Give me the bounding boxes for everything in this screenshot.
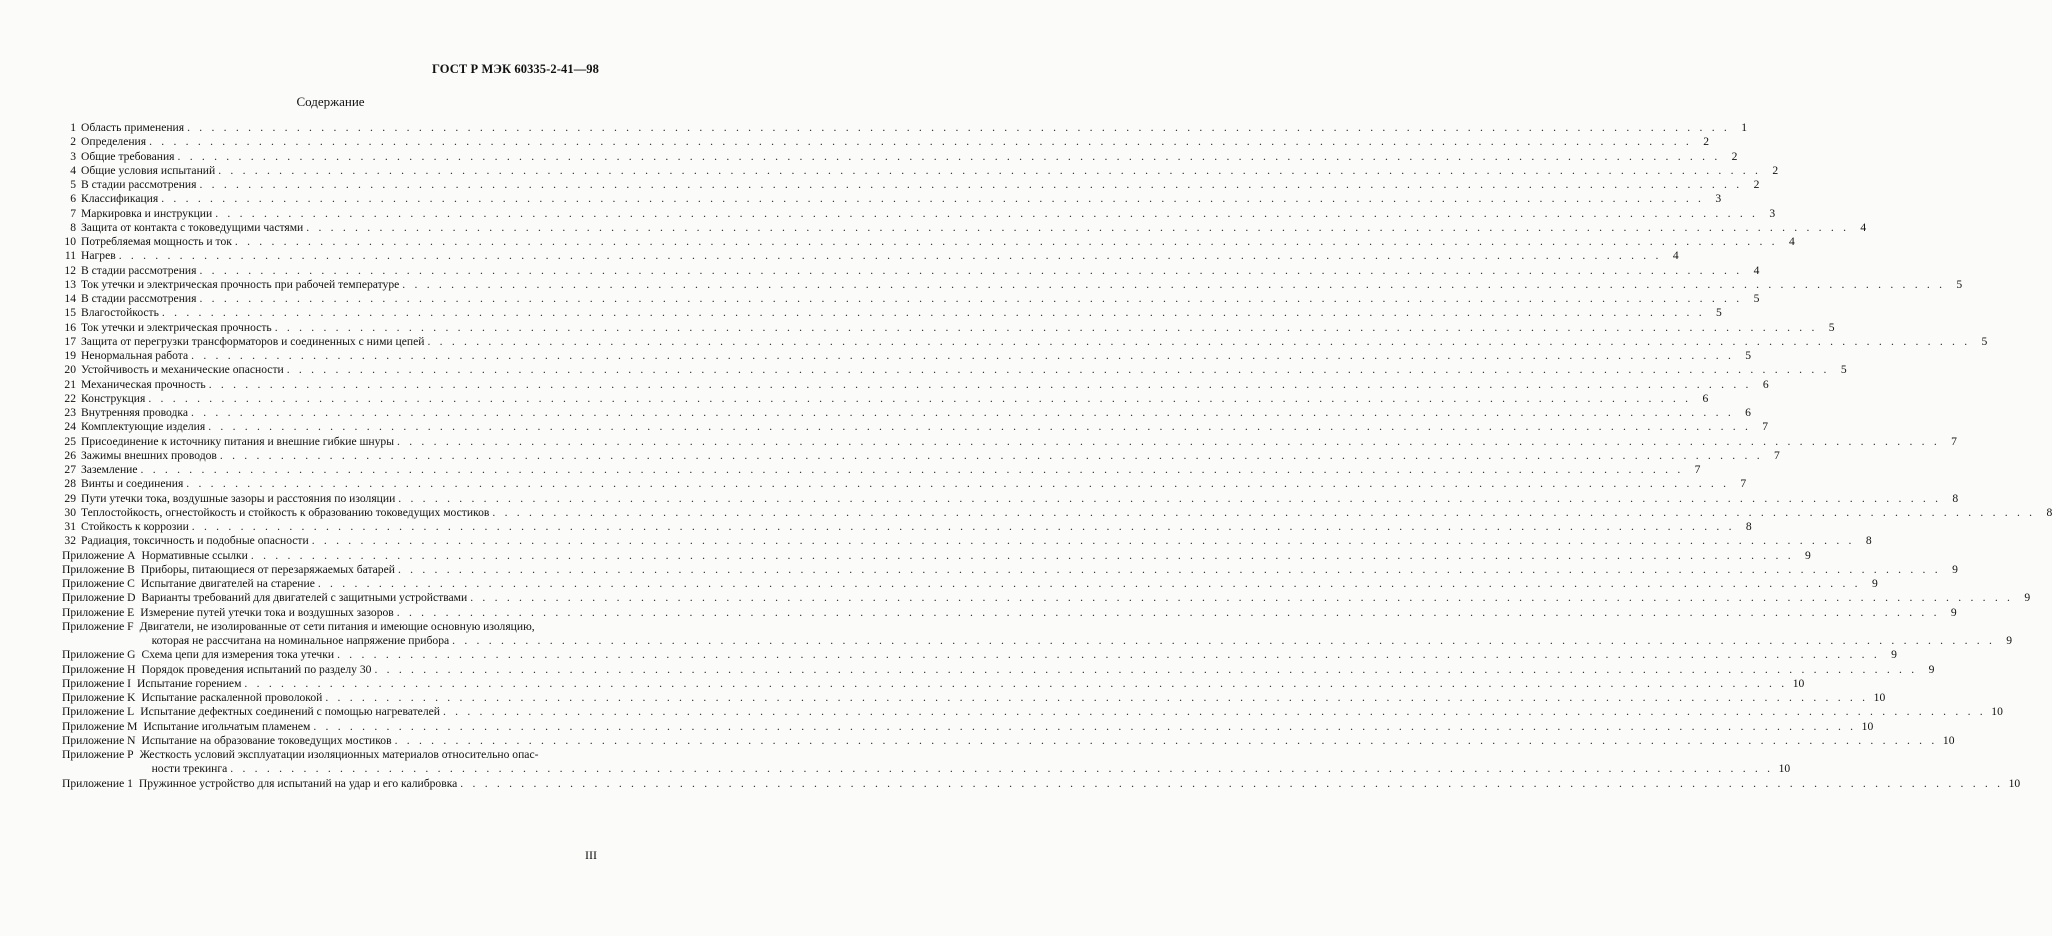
section-number: 4 — [70, 163, 76, 177]
dot-leader — [374, 663, 1917, 677]
section-page: 4 — [1788, 235, 1795, 248]
section-number: 30 — [64, 505, 76, 519]
toc-entry — [62, 520, 1752, 534]
dot-leader — [141, 463, 1684, 477]
appendix-prefix: Приложение L — [62, 705, 135, 719]
appendix-title: Варианты требований для двигателей с защитными устройствами — [141, 591, 468, 605]
appendix-title: Порядок проведения испытаний по разделу 30 — [141, 662, 372, 676]
dot-leader — [397, 606, 1940, 620]
document-header: ГОСТ Р МЭК 60335-2-41—98 — [432, 62, 599, 76]
appendix-title: Испытание раскаленной проволокой — [141, 691, 323, 704]
section-title: Заземление — [81, 463, 138, 476]
page-number: III — [585, 848, 597, 862]
toc-appendix-entry — [62, 748, 1791, 777]
dot-leader — [187, 121, 1730, 135]
dot-leader — [162, 306, 1705, 320]
section-number: 23 — [64, 406, 76, 419]
section-title: Защита от перегрузки трансформаторов и соединенных с ними цепей — [81, 334, 425, 348]
dot-leader — [395, 734, 1938, 748]
appendix-page: 10 — [2008, 776, 2021, 790]
section-number: 8 — [70, 220, 76, 234]
section-page: 7 — [1762, 420, 1769, 434]
section-number: 27 — [64, 463, 76, 476]
appendix-page: 9 — [1805, 548, 1811, 562]
toc-appendix-entry — [62, 548, 1811, 563]
appendix-prefix: Приложение A — [62, 548, 136, 562]
section-page: 8 — [2046, 505, 2052, 519]
toc-entry — [62, 206, 1776, 221]
section-number: 28 — [64, 477, 76, 491]
section-number: 16 — [64, 320, 76, 334]
section-title: Теплостойкость, огнестойкость и стойкость к образованию токоведущих мостиков — [81, 505, 490, 519]
section-title: Влагостойкость — [81, 306, 159, 320]
section-title: Присоединение к источнику питания и внешние гибкие шнуры — [81, 434, 395, 448]
section-page: 5 — [1840, 363, 1847, 377]
toc-entry — [62, 420, 1769, 434]
dot-leader — [244, 677, 1787, 691]
appendix-prefix: Приложение P — [62, 748, 134, 761]
section-number: 15 — [64, 306, 76, 320]
toc-entry — [62, 491, 1959, 506]
section-number: 7 — [70, 206, 76, 220]
appendix-title: Испытание дефектных соединений с помощью нагревателей — [140, 705, 440, 719]
section-number: 32 — [64, 534, 76, 548]
toc-appendix-entry — [62, 691, 1886, 705]
section-number: 13 — [64, 277, 76, 291]
toc-entry — [62, 263, 1760, 278]
dot-leader — [208, 420, 1751, 434]
dot-leader — [199, 292, 1742, 306]
dot-leader — [148, 392, 1691, 406]
toc-appendix-entry — [62, 577, 1878, 591]
dot-leader — [235, 235, 1778, 249]
dot-leader — [191, 406, 1734, 420]
appendix-page: 10 — [1942, 733, 1955, 747]
appendix-page: 9 — [1928, 662, 1935, 676]
toc-entry — [62, 477, 1747, 491]
appendix-title: Испытание игольчатым пламенем — [143, 719, 311, 733]
section-page: 8 — [1952, 491, 1959, 505]
section-title: Ток утечки и электрическая прочность при рабочей температуре — [81, 277, 400, 291]
appendix-title-continued: ности трекинга — [151, 762, 228, 776]
appendix-prefix: Приложение B — [62, 562, 135, 576]
section-page: 8 — [1865, 534, 1872, 548]
toc-appendix-entry — [62, 733, 1955, 748]
dot-leader — [312, 534, 1855, 548]
appendix-prefix: Приложение M — [62, 719, 138, 733]
appendix-page: 10 — [1873, 691, 1886, 704]
section-page: 7 — [1740, 477, 1747, 491]
section-title: Маркировка и инструкции — [81, 206, 213, 220]
section-page: 7 — [1951, 434, 1957, 448]
appendix-prefix: Приложение E — [62, 605, 135, 619]
appendix-prefix: Приложение K — [62, 691, 136, 704]
section-number: 6 — [70, 192, 76, 206]
dot-leader — [218, 164, 1761, 178]
dot-leader — [287, 363, 1830, 377]
section-page: 4 — [1860, 220, 1867, 234]
appendix-prefix: Приложение N — [62, 733, 136, 747]
section-number: 22 — [64, 391, 76, 405]
section-page: 5 — [1753, 292, 1760, 305]
appendix-title: Испытание на образование токоведущих мостиков — [141, 733, 392, 747]
section-number: 25 — [64, 434, 76, 448]
section-page: 2 — [1772, 163, 1779, 177]
appendix-title: Испытание горением — [137, 676, 242, 690]
section-title: Комплектующие изделия — [81, 420, 206, 434]
section-title: Общие требования — [81, 149, 175, 163]
toc-entry — [62, 406, 1751, 420]
appendix-title: Испытание двигателей на старение — [140, 577, 315, 590]
appendix-prefix: Приложение H — [62, 662, 136, 676]
section-title: В стадии рассмотрения — [81, 292, 197, 305]
dot-leader — [161, 192, 1704, 206]
appendix-page: 10 — [1778, 762, 1791, 776]
section-page: 3 — [1769, 206, 1776, 220]
toc-entry — [62, 534, 1872, 548]
section-number: 17 — [64, 334, 76, 348]
dot-leader — [306, 221, 1849, 235]
dot-leader — [199, 264, 1742, 278]
toc-entry — [62, 292, 1760, 306]
appendix-prefix: Приложение I — [62, 676, 131, 690]
toc-appendix-entry — [62, 662, 1935, 677]
section-title: Радиация, токсичность и подобные опасности — [81, 534, 309, 548]
table-of-contents — [62, 121, 2052, 791]
toc-appendix-entry — [62, 619, 2013, 649]
toc-appendix-entry — [62, 591, 2031, 605]
toc-entry — [62, 220, 1867, 235]
toc-entry — [62, 306, 1722, 320]
dot-leader — [186, 477, 1729, 491]
section-title: Зажимы внешних проводов — [81, 448, 217, 462]
section-page: 6 — [1745, 406, 1751, 419]
section-number: 2 — [70, 135, 76, 149]
section-number: 26 — [64, 448, 76, 462]
section-title: Ток утечки и электрическая прочность — [81, 320, 272, 334]
toc-entry — [62, 363, 1847, 377]
appendix-page: 10 — [1861, 719, 1874, 733]
section-page: 8 — [1745, 520, 1752, 533]
section-number: 24 — [64, 420, 76, 434]
page-title: Содержание — [296, 94, 365, 109]
dot-leader — [220, 449, 1763, 463]
dot-leader — [178, 150, 1721, 164]
toc-entry — [62, 178, 1760, 192]
section-number: 29 — [64, 491, 76, 505]
dot-leader — [318, 577, 1861, 591]
section-title: Устойчивость и механические опасности — [81, 363, 284, 377]
dot-leader — [313, 720, 1856, 734]
appendix-title: Жесткость условий эксплуатации изоляционных материалов относительно опас- — [139, 748, 539, 761]
toc-entry — [62, 448, 1780, 463]
toc-appendix-entry — [62, 705, 2003, 719]
dot-leader — [397, 435, 1940, 449]
appendix-prefix: Приложение D — [62, 591, 136, 605]
toc-entry — [62, 163, 1779, 178]
section-number: 3 — [70, 149, 76, 163]
section-title: Общие условия испытаний — [81, 163, 216, 177]
toc-entry — [62, 349, 1752, 363]
toc-entry — [62, 434, 1957, 449]
dot-leader — [209, 378, 1752, 392]
toc-appendix-entry — [62, 605, 1957, 620]
section-number: 1 — [70, 121, 76, 134]
dot-leader — [398, 563, 1941, 577]
section-title: Область применения — [81, 121, 185, 134]
section-page: 2 — [1703, 135, 1709, 149]
appendix-title-continued: которая не рассчитана на номинальное напряжение прибора — [151, 634, 450, 647]
toc-appendix-entry — [62, 562, 1958, 577]
toc-entry — [62, 121, 1747, 135]
section-page: 7 — [1694, 463, 1701, 476]
dot-leader — [492, 506, 2035, 520]
dot-leader — [199, 178, 1742, 192]
section-number: 20 — [64, 363, 76, 377]
dot-leader — [192, 520, 1735, 534]
section-number: 12 — [64, 263, 76, 277]
section-title: В стадии рассмотрения — [81, 178, 197, 191]
section-page: 1 — [1741, 121, 1747, 134]
section-title: Классификация — [81, 192, 159, 206]
section-title: Защита от контакта с токоведущими частями — [81, 220, 304, 234]
section-title: Нагрев — [81, 249, 116, 263]
section-number: 21 — [64, 377, 76, 391]
section-page: 7 — [1774, 448, 1780, 462]
toc-entry — [62, 235, 1795, 249]
toc-entry — [62, 391, 1709, 406]
appendix-title: Нормативные ссылки — [141, 548, 248, 562]
dot-leader — [398, 492, 1941, 506]
toc-entry — [62, 277, 1963, 292]
section-number: 19 — [64, 349, 76, 362]
dot-leader — [119, 249, 1662, 263]
dot-leader — [230, 762, 1773, 776]
section-title: Потребляемая мощность и ток — [81, 235, 232, 248]
appendix-page: 9 — [1871, 577, 1878, 590]
appendix-title: Пружинное устройство для испытаний на удар и его калибровка — [138, 776, 458, 790]
section-number: 14 — [64, 292, 76, 305]
appendix-page: 10 — [1991, 705, 2003, 719]
appendix-title: Двигатели, не изолированные от сети питания и имеющие основную изоляцию, — [139, 619, 535, 633]
section-page: 5 — [1981, 334, 1988, 348]
section-page: 6 — [1762, 377, 1769, 391]
appendix-prefix: Приложение G — [62, 648, 136, 662]
section-title: Конструкция — [81, 391, 146, 405]
section-page: 5 — [1716, 306, 1722, 320]
toc-entry — [62, 334, 1988, 349]
toc-entry — [62, 135, 1709, 149]
section-page: 5 — [1745, 349, 1752, 362]
dot-leader — [470, 591, 2013, 605]
dot-leader — [337, 648, 1880, 662]
section-number: 10 — [64, 235, 76, 248]
section-page: 6 — [1702, 391, 1709, 405]
toc-entry — [62, 505, 2052, 520]
section-title: Стойкость к коррозии — [81, 520, 189, 533]
dot-leader — [149, 135, 1692, 149]
section-page: 5 — [1956, 277, 1963, 291]
section-title: Механическая прочность — [81, 377, 206, 391]
section-title: Винты и соединения — [81, 477, 184, 491]
section-title: Определения — [81, 135, 147, 149]
section-title: Пути утечки тока, воздушные зазоры и расстояния по изоляции — [81, 491, 396, 505]
toc-appendix-entry — [62, 719, 1874, 734]
toc-entry — [62, 192, 1722, 206]
dot-leader — [275, 321, 1818, 335]
toc-appendix-entry — [62, 676, 1805, 691]
appendix-page: 9 — [1950, 605, 1957, 619]
section-page: 2 — [1753, 178, 1760, 191]
dot-leader — [452, 634, 1995, 648]
dot-leader — [402, 278, 1945, 292]
appendix-prefix: Приложение C — [62, 577, 135, 590]
section-page: 5 — [1828, 320, 1835, 334]
dot-leader — [443, 705, 1986, 719]
section-number: 5 — [70, 178, 76, 191]
appendix-page: 9 — [1952, 562, 1958, 576]
appendix-page: 9 — [1891, 648, 1897, 662]
dot-leader — [215, 207, 1758, 221]
toc-appendix-entry — [62, 648, 1897, 662]
dot-leader — [191, 349, 1734, 363]
section-title: Внутренняя проводка — [81, 406, 189, 419]
appendix-page: 9 — [2024, 591, 2031, 605]
appendix-title: Измерение путей утечки тока и воздушных зазоров — [140, 605, 394, 619]
section-number: 11 — [64, 249, 76, 263]
toc-entry — [62, 149, 1738, 164]
dot-leader — [427, 335, 1970, 349]
toc-entry — [62, 320, 1835, 335]
appendix-page: 9 — [2006, 634, 2013, 647]
appendix-title: Приборы, питающиеся от перезаряжаемых батарей — [140, 562, 395, 576]
appendix-prefix: Приложение F — [62, 619, 134, 633]
dot-leader — [325, 691, 1868, 705]
appendix-prefix: Приложение 1 — [62, 776, 133, 790]
dot-leader — [251, 549, 1794, 563]
section-page: 2 — [1731, 149, 1738, 163]
appendix-page: 10 — [1792, 676, 1805, 690]
toc-appendix-entry — [62, 776, 2021, 791]
toc-entry — [62, 463, 1701, 477]
section-title: В стадии рассмотрения — [81, 263, 197, 277]
section-page: 4 — [1672, 249, 1679, 263]
section-page: 3 — [1715, 192, 1722, 206]
dot-leader — [460, 777, 2003, 791]
toc-entry — [62, 249, 1679, 263]
appendix-title: Схема цепи для измерения тока утечки — [141, 648, 335, 662]
toc-entry — [62, 377, 1769, 392]
section-page: 4 — [1753, 263, 1760, 277]
section-number: 31 — [64, 520, 76, 533]
section-title: Ненормальная работа — [81, 349, 189, 362]
